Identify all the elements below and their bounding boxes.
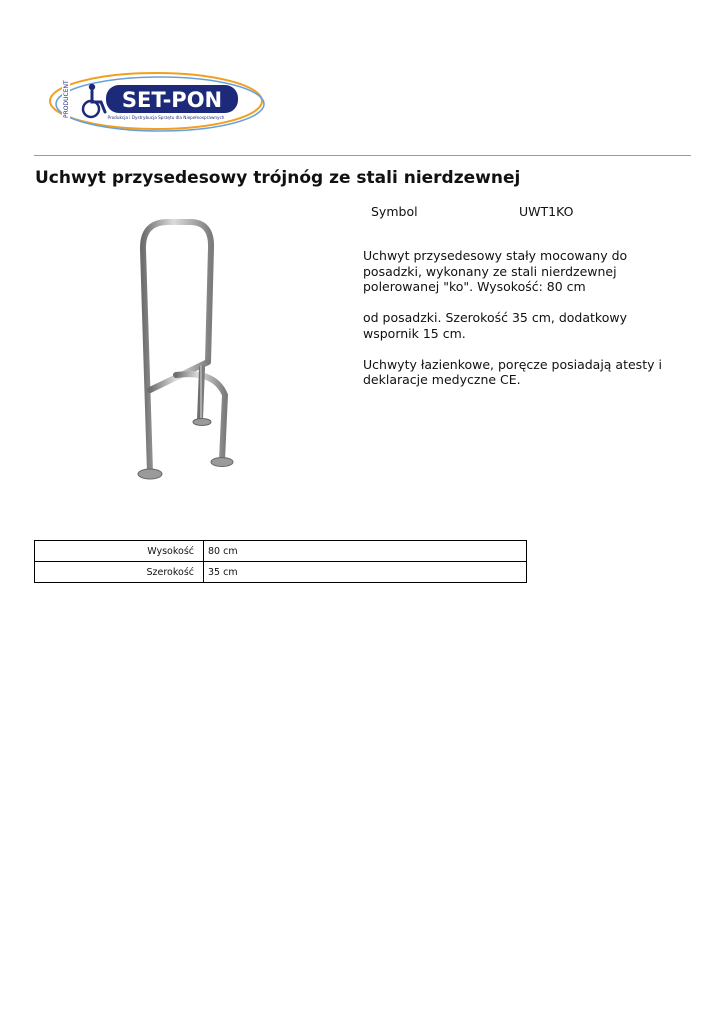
logo-side-text: PRODUCENT [63,80,70,118]
product-description [363,248,673,403]
specs-table [34,540,527,583]
description-paragraph: Uchwyt przysedesowy stały mocowany do posadzki, wykonany ze stali nierdzewnej polerowanej "ko". Wysokość: 80 cm [363,248,628,294]
logo-tagline: Produkcja i Dystrybucja Sprzętu dla Niepełnosprawnych [107,115,225,120]
table-row [35,541,527,562]
symbol-value: UWT1KO [519,204,574,219]
spec-value: 80 cm [204,541,527,562]
page-title: Uchwyt przysedesowy trójnóg ze stali nierdzewnej [35,168,521,188]
logo-brand: SET-PON [121,88,223,112]
description-paragraph: od posadzki. Szerokość 35 cm, dodatkowy wspornik 15 cm. [363,310,627,341]
spec-label: Wysokość [35,541,204,562]
header-divider [34,155,691,156]
set-pon-logo [48,66,268,136]
spec-label: Szerokość [35,562,204,583]
wheelchair-icon [83,84,105,117]
spec-value: 35 cm [204,562,527,583]
table-row [35,562,527,583]
description-paragraph: Uchwyty łazienkowe, poręcze posiadają atesty i deklaracje medyczne CE. [363,356,662,387]
product-image-tripod-grab-bar [120,210,250,495]
symbol-label: Symbol [371,204,418,219]
